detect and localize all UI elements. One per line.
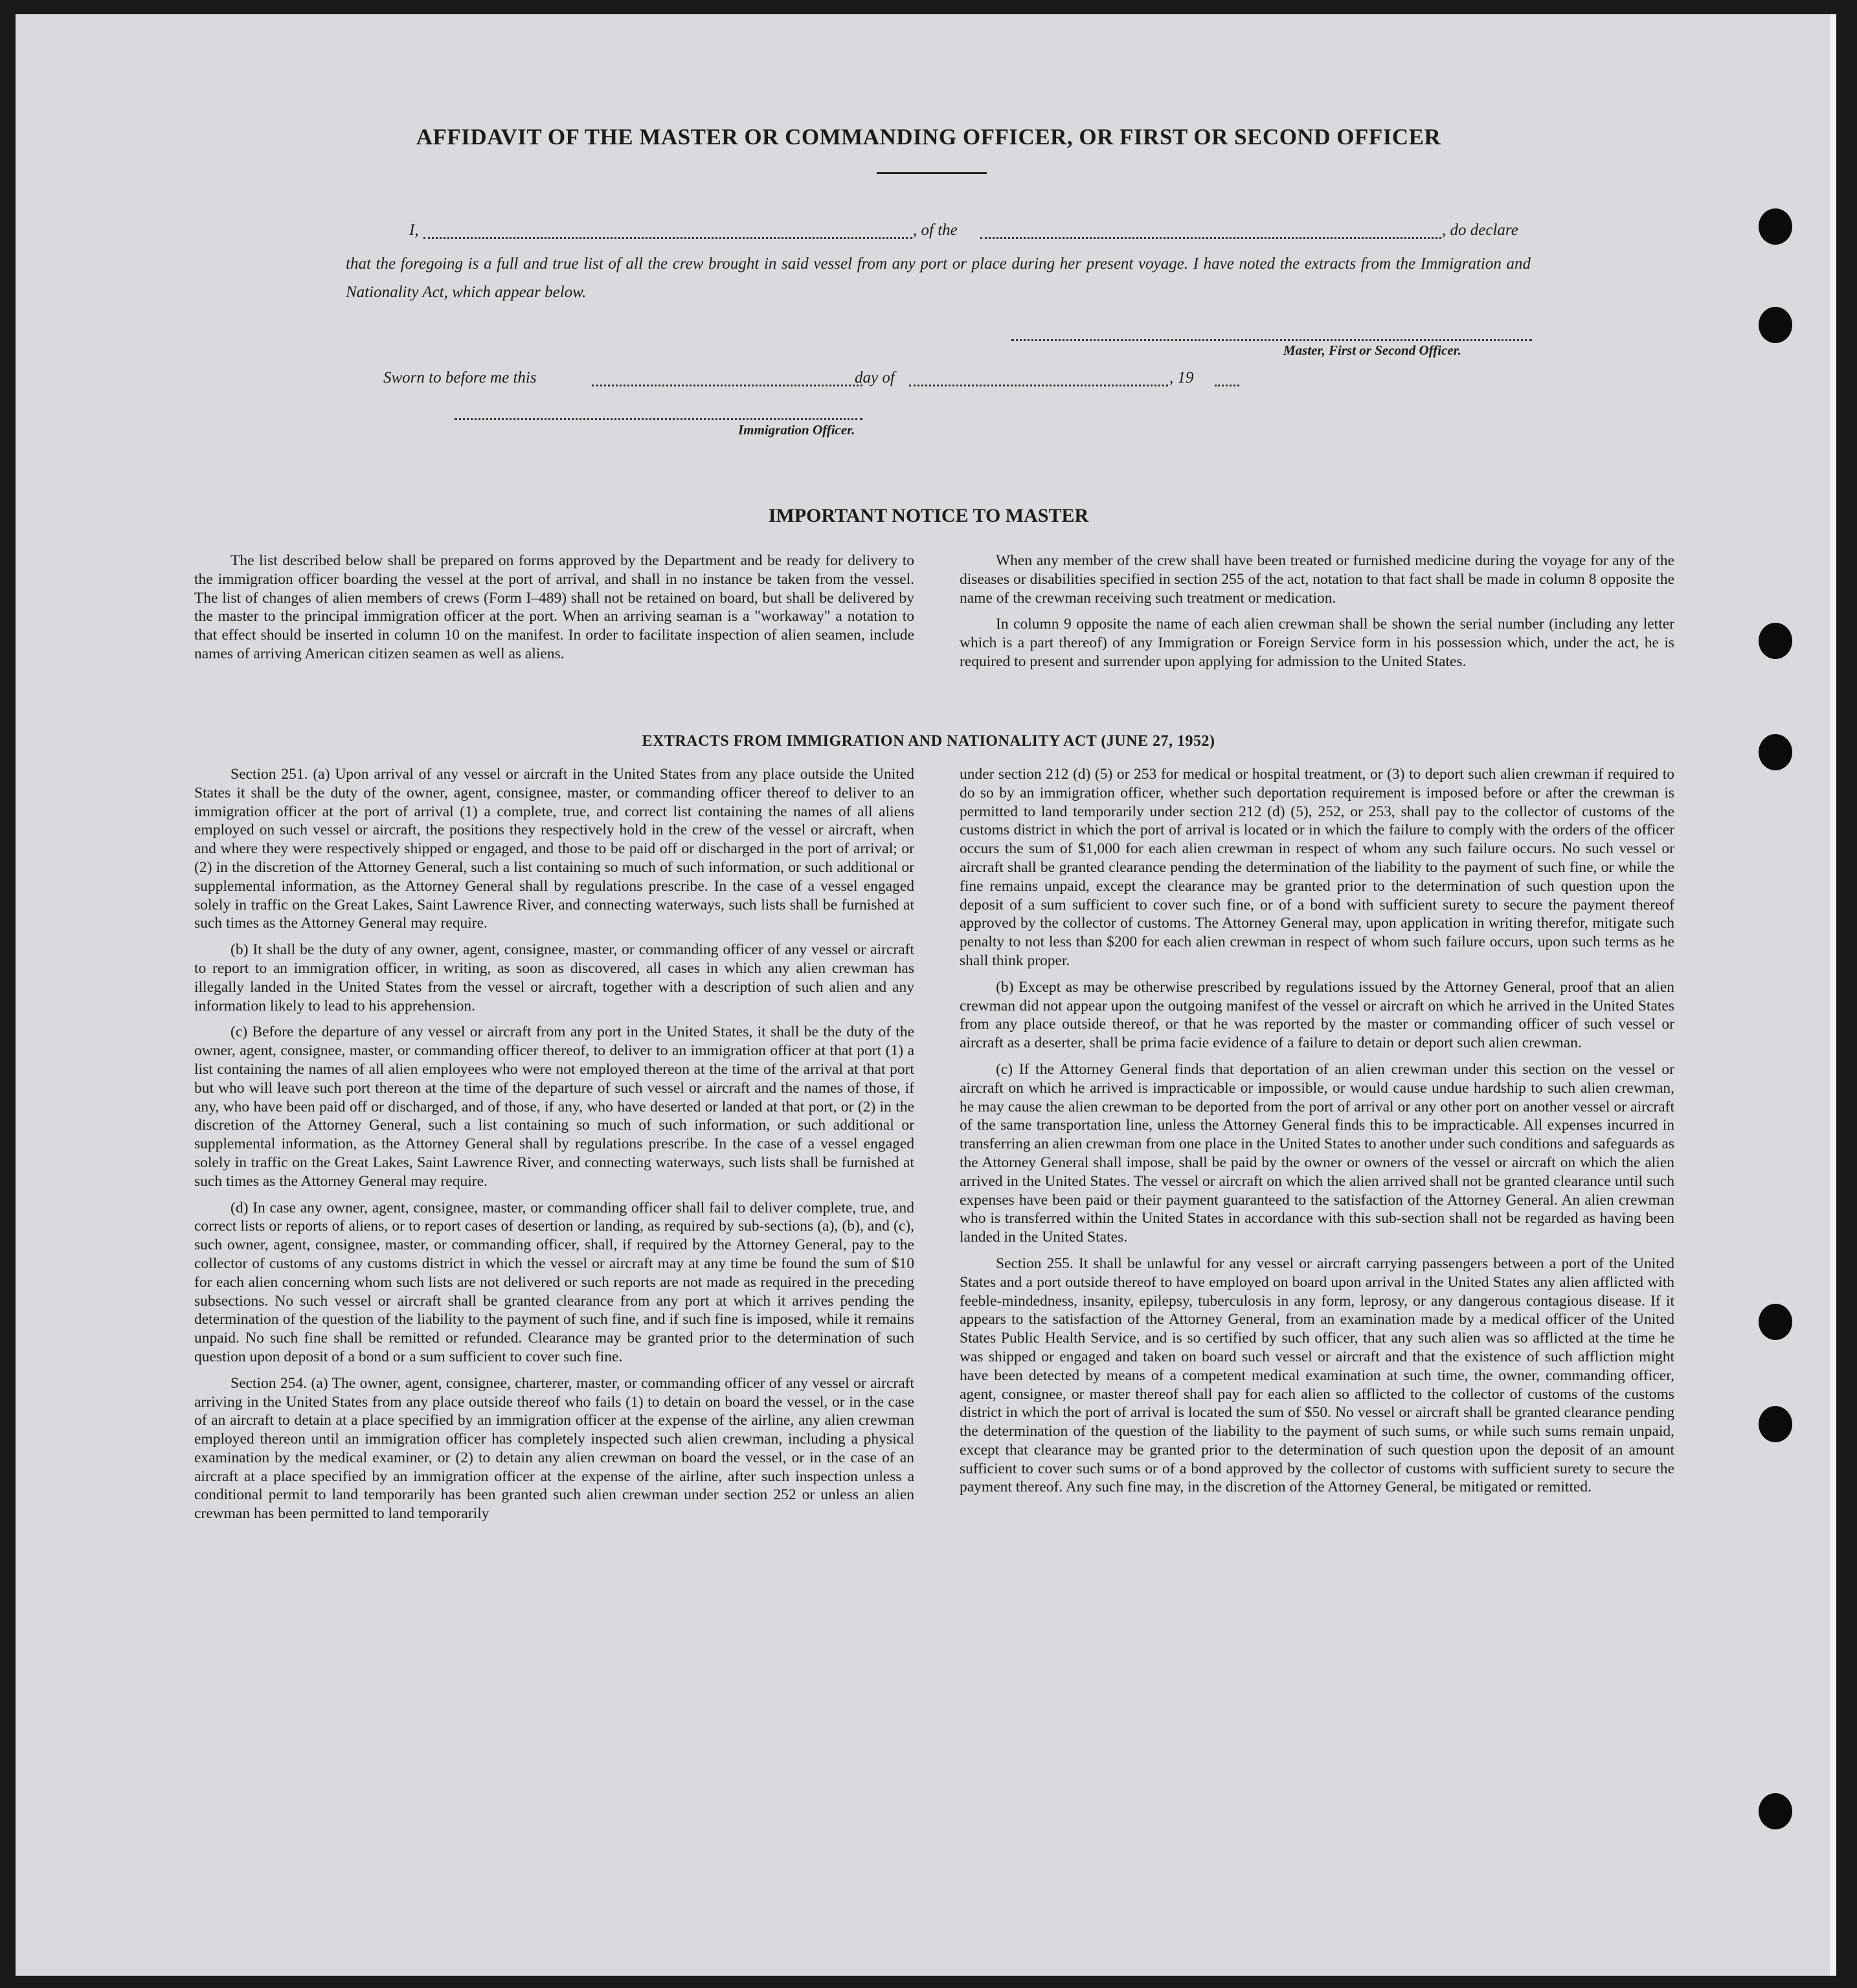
title-divider	[877, 172, 987, 174]
punch-hole	[1759, 623, 1792, 659]
punch-hole	[1759, 1406, 1792, 1442]
punch-hole	[1759, 307, 1792, 343]
declare-i-label: I,	[409, 221, 419, 239]
section-paragraph: (d) In case any owner, agent, consignee, master, or commanding officer shall fail to deliver complete, true, and correct lists or reports of aliens, or to report cases of desertion or landing, as required by sub-sections (a), (b), and (c), such owner, agent, consignee, master, or commanding officer, shall, if required by the Attorney General, pay to the collector of customs of any customs district in which the vessel or aircraft may at any time be found the sum of $10 for each alien concerning whom such lists are not delivered or such reports are not made as required in the preceding subsections. No such vessel or aircraft shall be granted clearance from any port at which it arrives pending the determination of the question of the liability to the payment of such fine, and if such fine is imposed, while it remains unpaid. No such fine shall be remitted or refunded. Clearance may be granted prior to the determination of such question upon deposit of a bond or a sum sufficient to cover such fine.	[194, 1199, 914, 1365]
sworn-month-field[interactable]	[909, 372, 1168, 386]
notice-paragraph: The list described below shall be prepared on forms approved by the Department and be ready for delivery to the immigration officer boarding the vessel at the port of arrival, and shall in no instance be taken from the vessel. The list of changes of alien members of crews (Form I–489) shall not be retained on board, but shall be delivered by the master to the principal immigration officer at the port. When an arriving seaman is a "workaway" a notation to that effect should be inserted in column 10 on the manifest. In order to facilitate inspection of alien seamen, include names of arriving American citizen seamen as well as aliens.	[194, 552, 914, 662]
notice-title: IMPORTANT NOTICE TO MASTER	[768, 505, 1089, 526]
notice-right-column	[960, 552, 1674, 679]
form-page	[16, 14, 1836, 1976]
notice-paragraph: When any member of the crew shall have been treated or furnished medicine during the voyage for any of the diseases or disabilities specified in section 255 of the act, notation to that fact shall be made in column 8 opposite the name of the crewman receiving such treatment or medication.	[960, 552, 1674, 607]
master-signature-field[interactable]	[1011, 326, 1532, 341]
section-paragraph: Section 255. It shall be unlawful for any vessel or aircraft carrying passengers between a port of the United States and a port outside thereof to have employed on board upon arrival in the United States any alien afflicted with feeble-mindedness, insanity, epilepsy, tuberculosis in any form, leprosy, or any dangerous contagious disease. If it appears to the satisfaction of the Attorney General, from an examination made by a medical officer of the United States Public Health Service, and is so certified by such officer, that any such alien was so afflicted at the time he was shipped or engaged and taken on board such vessel or aircraft and that the existence of such affliction might have been detected by means of a competent medical examination at such time, the owner, commanding officer, agent, consignee, or master thereof shall pay for each alien so afflicted to the collector of customs of the customs district in which the port of arrival is located the sum of $50. No vessel or aircraft shall be granted clearance pending the determination of the question of the liability to the payment of such sums, or while such sums remain unpaid, except that clearance may be granted prior to the determination of such question upon the deposit of an amount sufficient to cover such sums or of a bond approved by the collector of customs with sufficient surety to secure the payment thereof. Any such fine may, in the discretion of the Attorney General, be mitigated or remitted.	[960, 1255, 1674, 1496]
section-paragraph: (c) If the Attorney General finds that deportation of an alien crewman under this section on the vessel or aircraft on which he arrived is impracticable or impossible, or would cause undue hardship to such alien crewman, he may cause the alien crewman to be deported from the port of arrival or any other port on another vessel or aircraft of the same transportation line, unless the Attorney General finds this to be impracticable. All expenses incurred in transferring an alien crewman from one place in the United States to another under such conditions and safeguards as the Attorney General shall impose, shall be paid by the owner or owners of the vessel or aircraft on which the alien arrived in the United States. The vessel or aircraft on which the alien arrived shall not be granted clearance until such expenses have been paid or their payment guaranteed to the satisfaction of the Attorney General. An alien crewman who is transferred within the United States in accordance with this sub-section shall not be regarded as having been landed in the United States.	[960, 1060, 1674, 1246]
year-label: , 19	[1169, 369, 1194, 386]
section-paragraph: (b) It shall be the duty of any owner, agent, consignee, master, or commanding officer of any vessel or aircraft to report to an immigration officer, in writing, as soon as discovered, all cases in which any alien crewman has illegally landed in the United States from the vessel or aircraft, together with a description of such alien and any information likely to lead to his apprehension.	[194, 941, 914, 1014]
sworn-prefix-label: Sworn to before me this	[383, 369, 537, 386]
day-of-label: day of	[855, 369, 895, 386]
sworn-year-field[interactable]	[1215, 372, 1239, 386]
section-paragraph: under section 212 (d) (5) or 253 for medical or hospital treatment, or (3) to deport such alien crewman if required to do so by an immigration officer, whether such deportation requirement is imposed before or after the crewman is permitted to land temporarily under section 212 (d) (5), 252, or 253, shall pay to the collector of customs of the customs district in which the port of arrival is located or in which the failure to comply with the orders of the officer occurs the sum of $1,000 for each alien crewman in respect of whom any such failure occurs. No such vessel or aircraft shall be granted clearance pending the determination of the liability to the payment of such fine, or while the fine remains unpaid, except the clearance may be granted prior to the determination of such question upon the deposit of a sum sufficient to cover such fine, or of a bond with sufficient surety to secure the payment thereof approved by the collector of customs. The Attorney General may, upon application in writing therefor, mitigate such penalty to not less than $200 for each alien crewman in respect of whom such failure occurs, upon such terms as he shall think proper.	[960, 766, 1674, 969]
section-paragraph: (b) Except as may be otherwise prescribed by regulations issued by the Attorney General, proof that an alien crewman did not appear upon the outgoing manifest of the vessel or aircraft on which he arrived in the United States from any place outside thereof, or that he was reported by the master or commanding officer of such vessel or aircraft as a deserter, shall be prima facie evidence of a failure to detain or deport such alien crewman.	[960, 978, 1674, 1052]
extracts-title: EXTRACTS FROM IMMIGRATION AND NATIONALITY ACT (JUNE 27, 1952)	[642, 733, 1215, 750]
immigration-officer-signature-field[interactable]	[455, 405, 862, 420]
of-the-label: , of the	[913, 221, 958, 239]
do-declare-label: , do declare	[1442, 221, 1518, 239]
section-paragraph: Section 254. (a) The owner, agent, consignee, charterer, master, or commanding officer of any vessel or aircraft arriving in the United States from any place outside thereof who fails (1) to detain on board the vessel, or in the case of an aircraft to detain at a place specified by an immigration officer at the expense of the airline, any alien crewman employed thereon until an immigration officer has completely inspected such alien crewman, including a physical examination by the medical examiner, or (2) to detain any alien crewman on board the vessel, or in the case of an aircraft at a place specified by an immigration officer at the expense of the airline, after such inspection unless a conditional permit to land temporarily has been granted such alien crewman under section 252 or unless an alien crewman has been permitted to land temporarily	[194, 1374, 914, 1523]
sworn-day-field[interactable]	[592, 372, 862, 386]
notice-left-column	[194, 552, 914, 671]
vessel-name-field[interactable]	[980, 224, 1441, 239]
punch-hole	[1759, 1793, 1792, 1829]
extracts-right-column	[960, 765, 1674, 1504]
declaration-statement: that the foregoing is a full and true list of all the crew brought in said vessel from any port or place during her present voyage. I have noted the extracts from the Immigration and Nationality Act, which appear below.	[346, 255, 1531, 301]
extracts-left-column	[194, 765, 914, 1531]
punch-hole	[1759, 208, 1792, 245]
immigration-officer-caption: Immigration Officer.	[738, 422, 855, 438]
officer-name-field[interactable]	[423, 224, 912, 239]
punch-hole	[1759, 1304, 1792, 1340]
section-paragraph: Section 251. (a) Upon arrival of any vessel or aircraft in the United States from any place outside the United States it shall be the duty of the owner, agent, consignee, master, or commanding officer thereof to deliver to an immigration officer at the port of arrival (1) a complete, true, and correct list containing the names of all aliens employed on such vessel or aircraft, the positions they respectively hold in the crew of the vessel or aircraft, when and where they were respectively shipped or engaged, and those to be paid off or discharged in the port of arrival; or (2) in the discretion of the Attorney General, such a list containing so much of such information, or such additional or supplemental information, as the Attorney General shall by regulations prescribe. In the case of a vessel engaged solely in traffic on the Great Lakes, Saint Lawrence River, and connecting waterways, such lists shall be furnished at such times as the Attorney General may require.	[194, 766, 914, 932]
section-paragraph: (c) Before the departure of any vessel or aircraft from any port in the United States, it shall be the duty of the owner, agent, consignee, master, or commanding officer thereof, to deliver to an immigration officer at that port (1) a list containing the names of all alien employees who were not employed thereon at the time of the arrival at that port but who will leave such port thereon at the time of the departure of such vessel or aircraft and the names of those, if any, who have been paid off or discharged, and of those, if any, who have deserted or landed at that port, or (2) in the discretion of the Attorney General, such a list containing so much of such information, or such additional or supplemental information, as the Attorney General shall by regulations prescribe. In the case of a vessel engaged solely in traffic on the Great Lakes, Saint Lawrence River, and connecting waterways, such lists shall be furnished at such times as the Attorney General may require.	[194, 1023, 914, 1190]
affidavit-title: AFFIDAVIT OF THE MASTER OR COMMANDING OFFICER, OR FIRST OR SECOND OFFICER	[416, 124, 1441, 150]
notice-paragraph: In column 9 opposite the name of each alien crewman shall be shown the serial number (including any letter which is a part thereof) of any Immigration or Foreign Service form in his possession which, under the act, he is required to present and surrender upon applying for admission to the United States.	[960, 616, 1674, 670]
master-signature-caption: Master, First or Second Officer.	[1283, 342, 1461, 358]
